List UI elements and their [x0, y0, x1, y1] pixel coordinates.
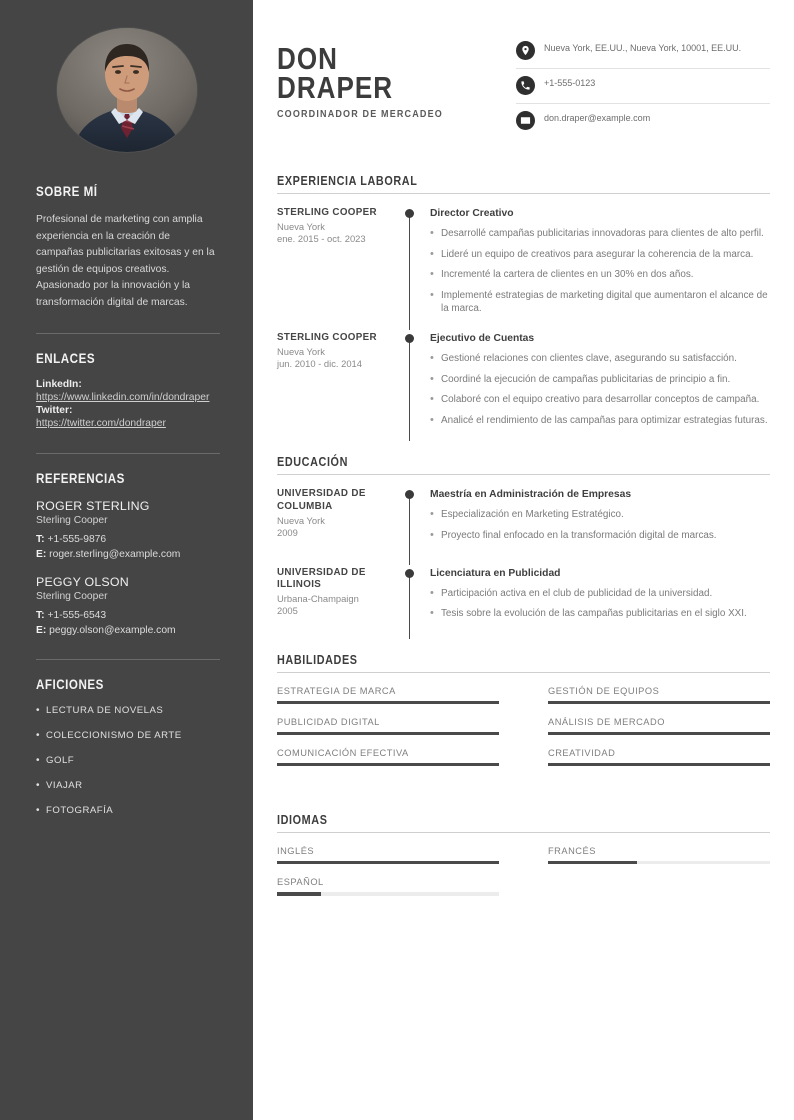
skill-item — [548, 686, 770, 704]
list-item — [430, 268, 770, 282]
sidebar-divider — [36, 333, 220, 334]
entry-dates: ene. 2015 - oct. 2023 — [277, 233, 366, 245]
language-label: INGLÉS — [277, 846, 315, 857]
language-label: FRANCÉS — [548, 846, 596, 857]
header — [277, 36, 770, 138]
contact-block — [516, 36, 770, 138]
skill-label: PUBLICIDAD DIGITAL — [277, 716, 380, 727]
envelope-icon — [516, 111, 535, 130]
about-text: Profesional de marketing con amplia experiencia en la creación de campañas publicitarias exitosas y en la gestión de equipos creativos. Apasionado por la innovación y la transformación digital de marcas. — [36, 214, 215, 308]
bullet-icon: • — [430, 508, 434, 521]
hobby-label: GOLF — [46, 754, 75, 766]
name-block — [277, 36, 461, 120]
contact-row-phone — [516, 75, 770, 104]
contact-row-address — [516, 40, 770, 69]
entry-role: Maestría en Administración de Empresas — [430, 489, 632, 501]
entry-meta — [277, 207, 405, 330]
bullet-icon: • — [36, 779, 41, 791]
reference-phone: +1-555-9876 — [47, 533, 107, 545]
links-heading: ENLACES — [36, 350, 96, 366]
list-item — [36, 805, 220, 816]
bullet-icon: • — [36, 729, 41, 741]
bullet-icon: • — [36, 804, 41, 816]
skill-track — [548, 701, 770, 704]
list-item — [430, 373, 770, 387]
skill-label: CREATIVIDAD — [548, 748, 616, 759]
entry-dates: 2005 — [277, 605, 298, 617]
skill-track — [277, 763, 499, 766]
entry-meta — [277, 332, 405, 441]
references-heading: REFERENCIAS — [36, 470, 125, 486]
language-fill — [277, 861, 499, 864]
reference-name: ROGER STERLING — [36, 498, 150, 513]
timeline-line — [409, 338, 410, 441]
section-skills — [277, 653, 770, 780]
entry-org: UNIVERSIDAD DE COLUMBIA — [277, 488, 366, 512]
first-name: DON — [277, 41, 338, 76]
hobbies-heading: AFICIONES — [36, 676, 104, 692]
bullet-icon: • — [430, 227, 434, 239]
language-item — [277, 877, 499, 895]
entry-dates: 2009 — [277, 527, 298, 539]
skill-track — [277, 732, 499, 735]
bullet-text: Participación activa en el club de publicidad de la universidad. — [441, 587, 713, 599]
sidebar-divider — [36, 659, 220, 660]
bullet-icon: • — [430, 413, 434, 426]
bullet-icon: • — [430, 586, 434, 599]
reference-name: PEGGY OLSON — [36, 574, 129, 589]
skill-fill — [548, 701, 770, 704]
skill-label: ANÁLISIS DE MERCADO — [548, 716, 665, 727]
language-item — [277, 846, 499, 864]
contact-phone: +1-555-0123 — [544, 78, 596, 88]
list-item — [36, 705, 220, 716]
skill-fill — [277, 732, 499, 735]
bullet-text: Desarrollé campañas publicitarias innovadoras para clientes de alto perfil. — [441, 228, 764, 239]
bullet-icon: • — [430, 528, 434, 541]
list-item — [430, 587, 770, 601]
language-item — [548, 846, 770, 864]
portrait-illustration — [57, 28, 197, 152]
section-languages — [277, 813, 770, 908]
bullet-icon: • — [430, 268, 434, 281]
last-name: DRAPER — [277, 70, 394, 105]
skill-fill — [548, 732, 770, 735]
list-item — [36, 755, 220, 766]
section-divider — [277, 672, 770, 673]
skill-label: ESTRATEGIA DE MARCA — [277, 685, 396, 696]
sidebar-section-hobbies — [36, 677, 220, 816]
list-item — [430, 607, 770, 621]
entry-detail — [405, 567, 770, 639]
skill-track — [548, 732, 770, 735]
bullet-icon: • — [36, 754, 41, 766]
sidebar — [0, 0, 253, 1120]
timeline-dot-icon — [405, 569, 414, 578]
section-divider — [277, 832, 770, 833]
entry-location: Nueva York — [277, 514, 325, 526]
entry-location: Nueva York — [277, 345, 325, 357]
reference-email-row — [36, 548, 220, 562]
location-pin-icon — [516, 41, 535, 60]
linkedin-label: LinkedIn: — [36, 378, 82, 390]
skills-heading: HABILIDADES — [277, 652, 358, 667]
list-item — [36, 730, 220, 741]
skill-item — [548, 717, 770, 735]
linkedin-url[interactable]: https://www.linkedin.com/in/dondraper — [36, 391, 210, 403]
main-content — [253, 0, 794, 1120]
twitter-url[interactable]: https://twitter.com/dondraper — [36, 418, 166, 430]
language-track — [277, 892, 499, 895]
education-heading: EDUCACIÓN — [277, 455, 349, 470]
bullet-icon: • — [430, 607, 434, 620]
experience-entry — [277, 207, 770, 330]
reference-phone-row — [36, 533, 220, 547]
bullet-text: Incrementé la cartera de clientes en un 30% en dos años. — [441, 269, 694, 281]
languages-grid — [277, 846, 770, 908]
entry-role: Director Creativo — [430, 208, 514, 219]
section-experience — [277, 174, 770, 441]
experience-entry — [277, 332, 770, 441]
entry-detail — [405, 332, 770, 441]
entry-detail — [405, 207, 770, 330]
language-track — [548, 861, 770, 864]
bullet-icon: • — [36, 704, 41, 716]
reference-phone-row — [36, 609, 220, 623]
entry-org: UNIVERSIDAD DE ILLINOIS — [277, 566, 366, 591]
skill-track — [548, 763, 770, 766]
language-label: ESPAÑOL — [277, 877, 324, 888]
entry-location: Nueva York — [277, 220, 325, 232]
reference-phone-label: T: — [36, 609, 45, 621]
bullet-text: Tesis sobre la evolución de las campañas publicitarias en el siglo XXI. — [441, 608, 747, 620]
list-item — [430, 352, 770, 366]
bullet-icon: • — [430, 288, 434, 301]
skills-grid — [277, 686, 770, 780]
skill-fill — [277, 763, 499, 766]
education-entry — [277, 488, 770, 564]
reference-email-label: E: — [36, 624, 47, 636]
entry-org: STERLING COOPER — [277, 331, 377, 343]
bullet-icon: • — [430, 372, 434, 385]
timeline-dot-icon — [405, 209, 414, 218]
section-education — [277, 455, 770, 638]
list-item — [36, 780, 220, 791]
entry-location: Urbana-Champaign — [277, 592, 359, 604]
list-item — [430, 414, 770, 428]
reference-email: roger.sterling@example.com — [49, 548, 181, 560]
skill-fill — [277, 701, 499, 704]
language-track — [277, 861, 499, 864]
list-item — [430, 289, 770, 316]
skill-item — [277, 686, 499, 704]
list-item — [430, 508, 770, 522]
entry-dates: jun. 2010 - dic. 2014 — [277, 358, 362, 370]
skill-item — [548, 748, 770, 766]
timeline-dot-icon — [405, 490, 414, 499]
sidebar-section-references — [36, 471, 220, 638]
hobby-label: LECTURA DE NOVELAS — [46, 704, 164, 716]
timeline-line — [409, 573, 410, 639]
reference-org: Sterling Cooper — [36, 514, 108, 526]
sidebar-divider — [36, 453, 220, 454]
list-item — [430, 393, 770, 407]
entry-org: STERLING COOPER — [277, 207, 377, 218]
bullet-text: Coordiné la ejecución de campañas publicitarias de principio a fin. — [441, 373, 731, 385]
contact-row-email — [516, 110, 770, 138]
reference-email-label: E: — [36, 548, 47, 560]
experience-heading: EXPERIENCIA LABORAL — [277, 174, 418, 188]
section-divider — [277, 474, 770, 475]
language-fill — [277, 892, 321, 895]
sidebar-section-links — [36, 351, 220, 432]
contact-email: don.draper@example.com — [544, 113, 651, 123]
bullet-text: Gestioné relaciones con clientes clave, asegurando su satisfacción. — [441, 352, 737, 364]
hobby-label: VIAJAR — [46, 779, 83, 791]
language-fill — [548, 861, 637, 864]
job-title: COORDINADOR DE MERCADEO — [277, 109, 443, 120]
sidebar-section-about — [36, 184, 220, 312]
entry-detail — [405, 488, 770, 564]
reference-email-row — [36, 624, 220, 638]
skill-fill — [548, 763, 770, 766]
reference-phone: +1-555-6543 — [47, 609, 107, 621]
bullet-icon: • — [430, 247, 434, 260]
reference-email: peggy.olson@example.com — [49, 624, 176, 636]
skill-track — [277, 701, 499, 704]
timeline-dot-icon — [405, 334, 414, 343]
reference-item — [36, 575, 220, 638]
reference-phone-label: T: — [36, 533, 45, 545]
entry-meta — [277, 488, 405, 564]
bullet-text: Colaboré con el equipo creativo para desarrollar conceptos de campaña. — [441, 394, 760, 406]
reference-org: Sterling Cooper — [36, 590, 108, 602]
profile-photo-container — [0, 0, 253, 152]
entry-role: Ejecutivo de Cuentas — [430, 332, 535, 344]
bullet-text: Implementé estrategias de marketing digital que aumentaron el alcance de la marca. — [441, 289, 768, 315]
twitter-label: Twitter: — [36, 405, 73, 417]
bullet-text: Especialización en Marketing Estratégico. — [441, 509, 624, 521]
hobby-label: COLECCIONISMO DE ARTE — [46, 729, 182, 741]
phone-icon — [516, 76, 535, 95]
skill-label: COMUNICACIÓN EFECTIVA — [277, 748, 409, 759]
hobby-label: FOTOGRAFÍA — [46, 804, 114, 816]
bullet-text: Proyecto final enfocado en la transformación digital de marcas. — [441, 529, 717, 541]
avatar — [57, 28, 197, 152]
contact-address: Nueva York, EE.UU., Nueva York, 10001, EE.UU. — [544, 43, 742, 53]
timeline-line — [409, 494, 410, 564]
entry-role: Licenciatura en Publicidad — [430, 567, 561, 579]
skill-item — [277, 748, 499, 766]
reference-item — [36, 499, 220, 562]
section-divider — [277, 193, 770, 194]
timeline-line — [409, 213, 410, 330]
entry-meta — [277, 567, 405, 639]
languages-heading: IDIOMAS — [277, 813, 328, 828]
bullet-icon: • — [430, 351, 434, 364]
link-item-linkedin — [36, 379, 220, 406]
education-entry — [277, 567, 770, 639]
list-item — [430, 227, 770, 241]
link-item-twitter — [36, 405, 220, 432]
skill-item — [277, 717, 499, 735]
list-item — [430, 529, 770, 543]
bullet-icon: • — [430, 393, 434, 406]
skill-label: GESTIÓN DE EQUIPOS — [548, 685, 660, 696]
bullet-text: Analicé el rendimiento de las campañas para optimizar estrategias futuras. — [441, 414, 768, 426]
bullet-text: Lideré un equipo de creativos para asegurar la coherencia de la marca. — [441, 248, 754, 260]
list-item — [430, 248, 770, 262]
about-heading: SOBRE MÍ — [36, 184, 98, 199]
